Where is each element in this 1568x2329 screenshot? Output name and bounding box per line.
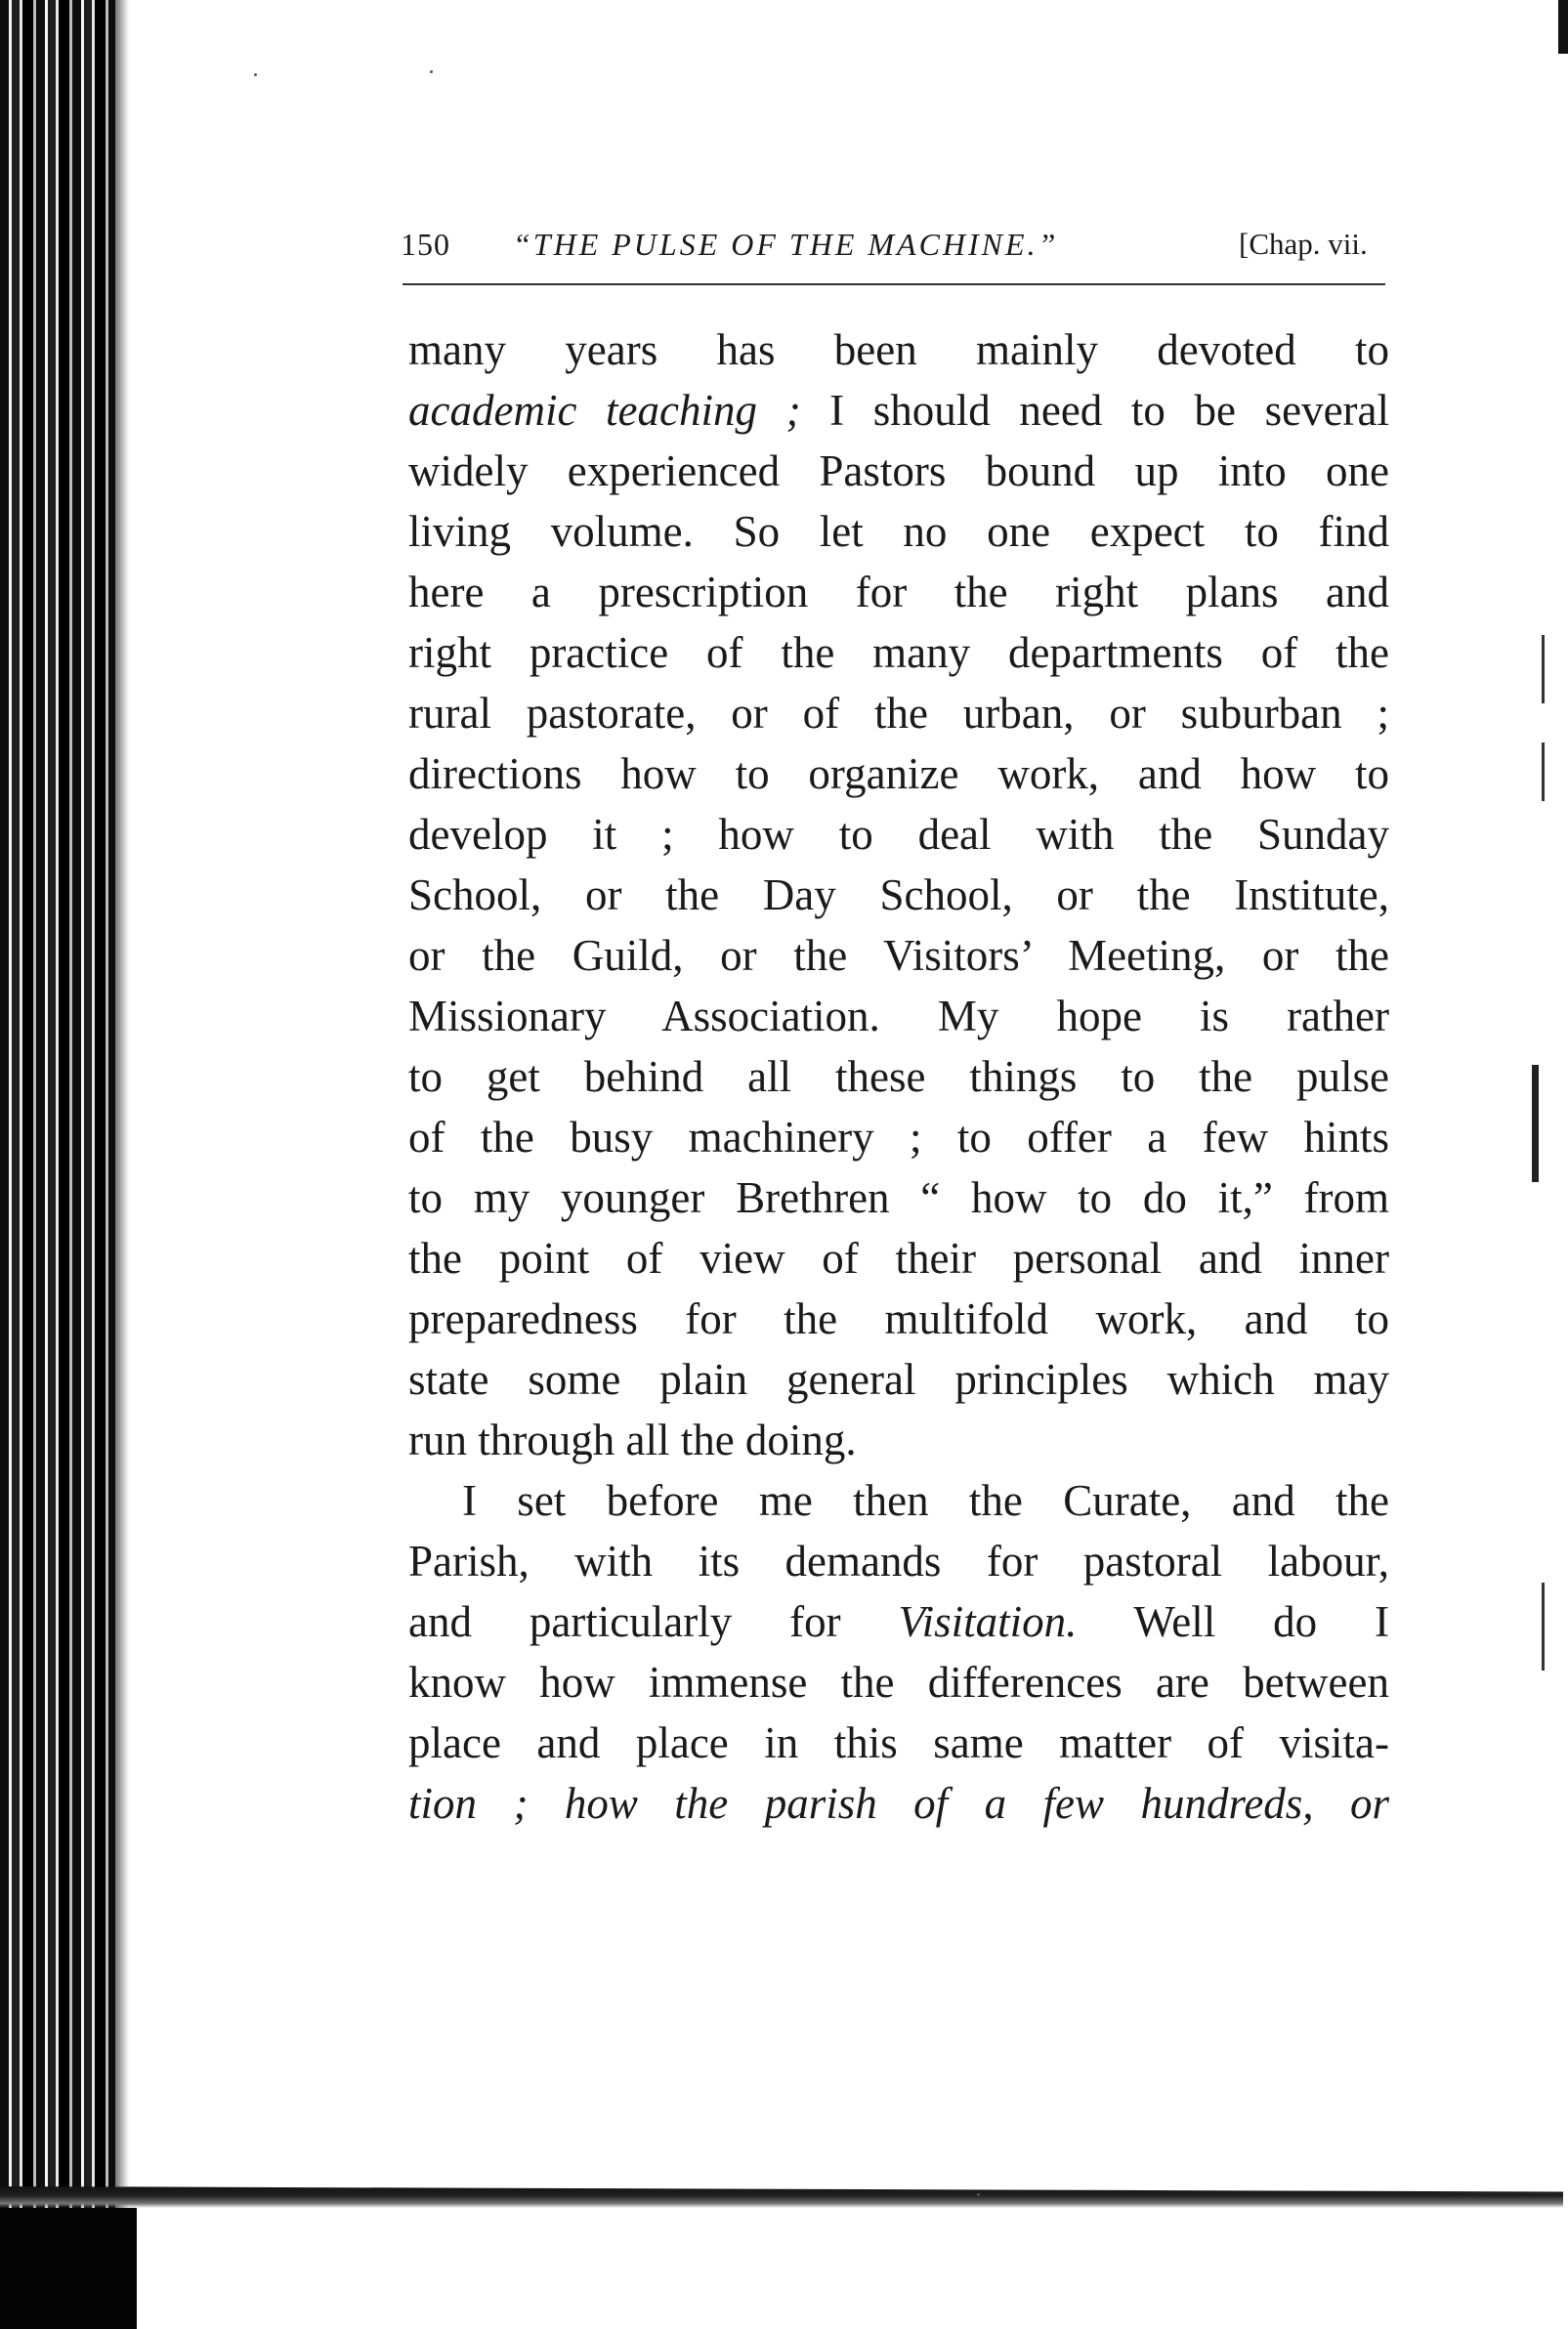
text-line: Parish, with its demands for pastoral labour, (408, 1537, 1389, 1586)
scan-streak (1532, 1065, 1539, 1182)
page-number: 150 (401, 227, 450, 262)
text-line: rural pastorate, or of the urban, or suburban ; (408, 689, 1389, 738)
text-line: and particularly for Visitation. Well do I (408, 1597, 1389, 1646)
chapter-label: [Chap. vii. (1239, 227, 1368, 261)
text-line: academic teaching ; I should need to be several (408, 386, 1389, 435)
text-line: living volume. So let no one expect to find (408, 507, 1389, 556)
page-bottom-edge (0, 2186, 1563, 2208)
text-line: to my younger Brethren “ how to do it,” from (408, 1173, 1389, 1222)
text-line: state some plain general principles which may (408, 1355, 1389, 1404)
scan-corner-shadow (0, 2208, 137, 2329)
text-line: the point of view of their personal and inner (408, 1234, 1389, 1283)
text-line: develop it ; how to deal with the Sunday (408, 810, 1389, 859)
text-line: of the busy machinery ; to offer a few hints (408, 1113, 1389, 1162)
running-title: “THE PULSE OF THE MACHINE.” (513, 227, 1059, 262)
text-line: many years has been mainly devoted to (408, 325, 1389, 374)
text-line: Missionary Association. My hope is rather (408, 992, 1389, 1040)
paragraph-first-line: I set before me then the Curate, and the (462, 1476, 1389, 1525)
scan-streak (1542, 1583, 1545, 1671)
book-binding-shadow (0, 0, 115, 2329)
text-line: here a prescription for the right plans and (408, 568, 1389, 616)
text-line: tion ; how the parish of a few hundreds, or (408, 1779, 1389, 1828)
body-text (408, 319, 1389, 1834)
running-head (401, 223, 1387, 266)
scan-speck (254, 73, 257, 76)
scan-corner-mark (1558, 0, 1568, 54)
text-line: preparedness for the multifold work, and to (408, 1294, 1389, 1343)
scan-streak (1542, 742, 1545, 801)
text-line: to get behind all these things to the pulse (408, 1052, 1389, 1101)
text-line: know how immense the differences are between (408, 1658, 1389, 1707)
text-line: School, or the Day School, or the Institute, (408, 870, 1389, 919)
scan-speck (430, 70, 433, 73)
text-line: place and place in this same matter of visita- (408, 1718, 1389, 1767)
paragraph-last-line: run through all the doing. (408, 1416, 857, 1464)
text-line: directions how to organize work, and how to (408, 749, 1389, 798)
scan-speck (977, 2193, 980, 2196)
scan-streak (1542, 635, 1545, 703)
gutter-shadow (115, 0, 129, 2329)
text-line: or the Guild, or the Visitors’ Meeting, or the (408, 931, 1389, 980)
text-line: widely experienced Pastors bound up into one (408, 446, 1389, 495)
text-line: right practice of the many departments of the (408, 628, 1389, 677)
header-rule (403, 283, 1385, 285)
